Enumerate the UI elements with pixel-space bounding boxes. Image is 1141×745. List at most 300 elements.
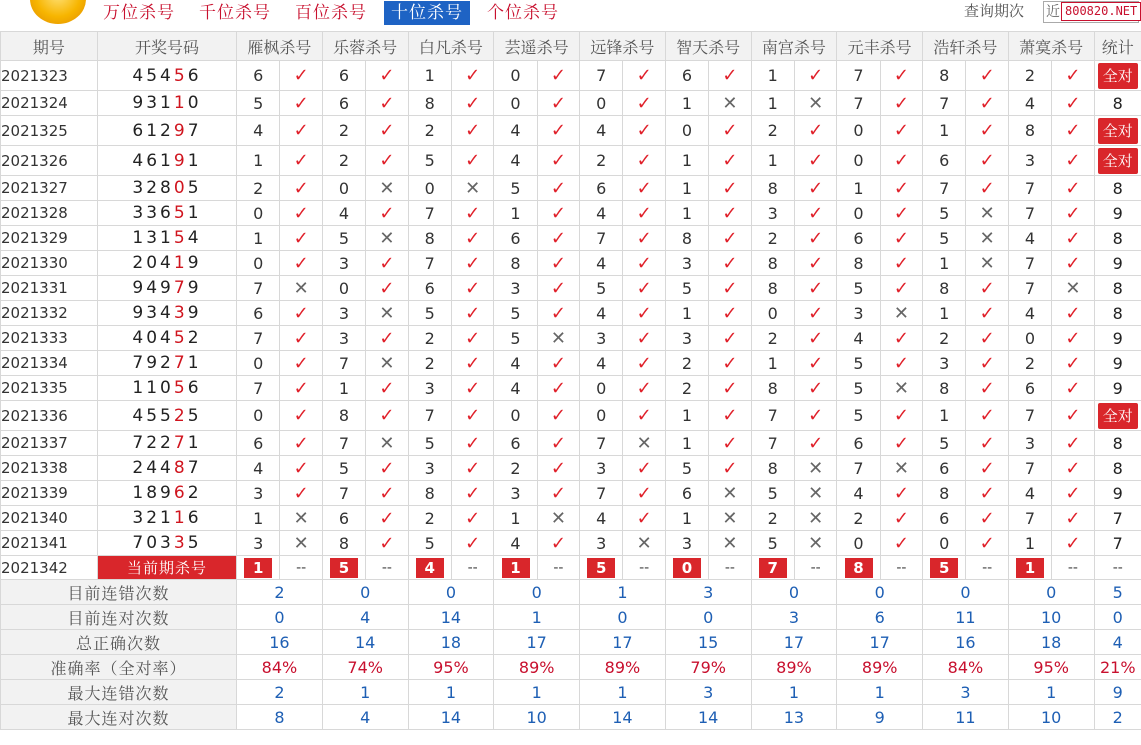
kill-number: 8 <box>837 251 880 276</box>
check-icon <box>537 61 579 91</box>
kill-number: 7 <box>408 401 451 431</box>
check-icon: ✓ <box>893 405 909 426</box>
tens-digit: 3 <box>173 533 188 553</box>
check-icon: ✓ <box>893 532 909 554</box>
stat-cell <box>1094 116 1141 146</box>
summary-label: 准确率（全对率） <box>1 655 237 680</box>
check-icon: ✓ <box>379 252 395 274</box>
check-icon: ✓ <box>1065 177 1081 199</box>
table-row <box>1 506 1141 531</box>
check-icon: ✓ <box>1065 377 1081 399</box>
current-kill-number: 5 <box>930 558 958 578</box>
kill-number: 6 <box>580 176 623 201</box>
tab-5[interactable]: 个位杀号 <box>487 3 559 23</box>
check-icon <box>966 61 1008 91</box>
check-icon: ✓ <box>893 202 909 224</box>
check-icon <box>366 201 408 226</box>
cross-icon: ✕ <box>722 482 738 504</box>
draw-header: 开奖号码 <box>97 32 236 61</box>
check-icon: ✓ <box>722 120 738 141</box>
draw-number-cell <box>97 456 236 481</box>
summary-value: 2 <box>237 580 323 605</box>
check-icon: ✓ <box>636 177 652 199</box>
check-icon: ✓ <box>465 507 481 529</box>
tens-digit: 1 <box>173 253 188 273</box>
expert-header: 智天杀号 <box>665 32 751 61</box>
draw-number-cell <box>97 376 236 401</box>
check-icon <box>794 176 836 201</box>
summary-value: 84% <box>237 655 323 680</box>
kill-number: 1 <box>923 401 966 431</box>
check-icon: ✓ <box>465 65 481 86</box>
check-icon <box>880 251 922 276</box>
check-icon: ✓ <box>636 277 652 299</box>
kill-number: 7 <box>923 91 966 116</box>
check-icon: ✓ <box>550 177 566 199</box>
check-icon: ✓ <box>465 482 481 504</box>
kill-number: 1 <box>923 301 966 326</box>
period-cell: 2021342 <box>1 556 98 580</box>
check-icon: ✓ <box>722 432 738 454</box>
cross-icon: ✕ <box>893 457 909 479</box>
tab-4[interactable]: 十位杀号 <box>384 1 470 25</box>
check-icon <box>966 481 1008 506</box>
check-icon <box>880 116 922 146</box>
draw-digit: 8 <box>146 483 161 503</box>
check-icon: ✓ <box>293 405 309 426</box>
check-icon <box>537 401 579 431</box>
kill-number: 2 <box>751 506 794 531</box>
check-icon <box>623 176 665 201</box>
check-icon: ✓ <box>979 457 995 479</box>
summary-value: 1 <box>837 680 923 705</box>
check-icon <box>451 481 493 506</box>
check-icon: ✓ <box>893 507 909 529</box>
draw-digit: 4 <box>146 278 161 298</box>
draw-digit: 7 <box>132 433 147 453</box>
stat-cell: 7 <box>1094 531 1141 556</box>
cross-icon <box>880 376 922 401</box>
check-icon: ✓ <box>550 202 566 224</box>
check-icon: ✓ <box>1065 507 1081 529</box>
check-icon <box>1052 146 1094 176</box>
period-cell: 2021332 <box>1 301 98 326</box>
check-icon: ✓ <box>893 150 909 171</box>
kill-number: 7 <box>1008 251 1051 276</box>
cross-icon: ✕ <box>722 507 738 529</box>
check-icon <box>1052 351 1094 376</box>
check-icon <box>366 116 408 146</box>
draw-digit: 1 <box>132 228 147 248</box>
kill-number: 1 <box>665 301 708 326</box>
kill-number: 0 <box>580 376 623 401</box>
summary-value: 16 <box>923 630 1009 655</box>
kill-number: 3 <box>1008 146 1051 176</box>
summary-value: 89% <box>580 655 666 680</box>
check-icon: ✓ <box>379 150 395 171</box>
check-icon: ✓ <box>636 457 652 479</box>
kill-number: 5 <box>580 276 623 301</box>
kill-number: 7 <box>923 176 966 201</box>
draw-number-cell <box>97 61 236 91</box>
kill-number: 7 <box>1008 456 1051 481</box>
summary-row <box>1 580 1141 605</box>
check-icon: ✓ <box>893 120 909 141</box>
cross-icon: ✕ <box>379 177 395 199</box>
check-icon: ✓ <box>808 120 824 141</box>
check-icon: ✓ <box>979 352 995 374</box>
check-icon: ✓ <box>293 432 309 454</box>
current-kill-number: 0 <box>673 558 701 578</box>
check-icon <box>451 61 493 91</box>
check-icon <box>623 401 665 431</box>
check-icon: ✓ <box>293 482 309 504</box>
kill-number: 0 <box>580 91 623 116</box>
cross-icon: ✕ <box>808 457 824 479</box>
draw-digit: 9 <box>132 278 147 298</box>
summary-value: 18 <box>1008 630 1094 655</box>
tens-digit: 1 <box>173 93 188 113</box>
kill-number: 0 <box>837 531 880 556</box>
check-icon <box>709 201 751 226</box>
current-kill-number: 4 <box>416 558 444 578</box>
check-icon <box>1052 91 1094 116</box>
check-icon <box>1052 116 1094 146</box>
check-icon: ✓ <box>379 327 395 349</box>
check-icon <box>966 326 1008 351</box>
stat-cell <box>1094 401 1141 431</box>
current-kill-number-cell <box>837 556 880 580</box>
pending-mark: -- <box>623 556 665 580</box>
check-icon: ✓ <box>722 227 738 249</box>
check-icon: ✓ <box>465 252 481 274</box>
query-label: 查询期次 <box>964 2 1025 20</box>
check-icon <box>709 401 751 431</box>
current-kill-number-cell <box>1008 556 1051 580</box>
kill-number: 4 <box>494 531 537 556</box>
kill-number: 0 <box>923 531 966 556</box>
check-icon: ✓ <box>979 150 995 171</box>
kill-number: 7 <box>408 201 451 226</box>
period-cell: 2021336 <box>1 401 98 431</box>
summary-value: 17 <box>837 630 923 655</box>
kill-number: 5 <box>923 226 966 251</box>
draw-digit: 6 <box>146 150 161 171</box>
kill-number: 0 <box>322 276 365 301</box>
stat-cell: 9 <box>1094 251 1141 276</box>
kill-number: 6 <box>837 431 880 456</box>
expert-header: 远锋杀号 <box>580 32 666 61</box>
summary-value: 0 <box>1008 580 1094 605</box>
summary-value: 3 <box>665 580 751 605</box>
summary-value: 6 <box>837 605 923 630</box>
draw-digit: 1 <box>132 378 147 398</box>
kill-number: 2 <box>751 326 794 351</box>
summary-value: 1 <box>494 680 580 705</box>
table-row <box>1 201 1141 226</box>
kill-number: 6 <box>665 61 708 91</box>
expert-header: 白凡杀号 <box>408 32 494 61</box>
summary-value: 18 <box>408 630 494 655</box>
draw-digit: 5 <box>187 533 202 553</box>
check-icon <box>966 146 1008 176</box>
cross-icon: ✕ <box>550 327 566 349</box>
check-icon: ✓ <box>465 277 481 299</box>
summary-value: 1 <box>751 680 837 705</box>
summary-value: 89% <box>751 655 837 680</box>
check-icon: ✓ <box>1065 532 1081 554</box>
period-header: 期号 <box>1 32 98 61</box>
tens-digit: 2 <box>173 405 188 426</box>
kill-number: 1 <box>408 61 451 91</box>
check-icon <box>451 201 493 226</box>
kill-number: 0 <box>237 401 280 431</box>
cross-icon <box>280 531 322 556</box>
tab-1[interactable]: 万位杀号 <box>103 3 175 23</box>
kill-number: 4 <box>580 506 623 531</box>
check-icon: ✓ <box>979 92 995 114</box>
table-row <box>1 146 1141 176</box>
kill-number: 2 <box>408 326 451 351</box>
check-icon <box>366 531 408 556</box>
kill-number: 0 <box>837 201 880 226</box>
kill-number: 1 <box>751 61 794 91</box>
check-icon: ✓ <box>550 352 566 374</box>
top-bar <box>0 0 1141 30</box>
check-icon: ✓ <box>893 252 909 274</box>
kill-number: 1 <box>665 176 708 201</box>
check-icon <box>880 531 922 556</box>
kill-number: 5 <box>665 456 708 481</box>
cross-icon <box>537 506 579 531</box>
kill-number: 4 <box>494 146 537 176</box>
stat-cell: 8 <box>1094 456 1141 481</box>
draw-digit: 3 <box>132 508 147 528</box>
check-icon <box>709 226 751 251</box>
kill-number: 4 <box>580 301 623 326</box>
stat-cell: 8 <box>1094 226 1141 251</box>
draw-digit: 1 <box>187 433 202 453</box>
cross-icon <box>966 226 1008 251</box>
kill-number: 3 <box>665 251 708 276</box>
check-icon <box>1052 61 1094 91</box>
period-cell: 2021324 <box>1 91 98 116</box>
draw-number-cell <box>97 176 236 201</box>
kill-number: 3 <box>580 531 623 556</box>
check-icon: ✓ <box>550 405 566 426</box>
kill-number: 8 <box>1008 116 1051 146</box>
summary-value: 0 <box>837 580 923 605</box>
check-icon: ✓ <box>465 92 481 114</box>
check-icon: ✓ <box>636 92 652 114</box>
kill-number: 8 <box>751 276 794 301</box>
all-correct-badge: 全对 <box>1098 118 1138 144</box>
pending-mark: -- <box>280 556 322 580</box>
kill-number: 7 <box>580 481 623 506</box>
draw-digit: 9 <box>187 278 202 298</box>
check-icon <box>280 91 322 116</box>
tens-digit: 7 <box>173 278 188 298</box>
tens-digit: 7 <box>173 353 188 373</box>
check-icon <box>794 226 836 251</box>
check-icon: ✓ <box>893 352 909 374</box>
cross-icon <box>623 431 665 456</box>
period-cell: 2021323 <box>1 61 98 91</box>
check-icon: ✓ <box>808 352 824 374</box>
check-icon: ✓ <box>979 532 995 554</box>
tens-digit: 9 <box>173 150 188 171</box>
period-cell: 2021337 <box>1 431 98 456</box>
draw-digit: 3 <box>146 228 161 248</box>
check-icon: ✓ <box>1065 120 1081 141</box>
kill-number: 2 <box>1008 351 1051 376</box>
summary-value: 0 <box>923 580 1009 605</box>
summary-label: 目前连对次数 <box>1 605 237 630</box>
kill-number: 5 <box>322 456 365 481</box>
check-icon <box>366 146 408 176</box>
check-icon <box>623 506 665 531</box>
check-icon: ✓ <box>808 302 824 324</box>
draw-digit: 4 <box>146 458 161 478</box>
check-icon: ✓ <box>979 405 995 426</box>
expert-header: 萧寞杀号 <box>1008 32 1094 61</box>
draw-digit: 0 <box>160 378 174 398</box>
draw-digit: 2 <box>146 433 161 453</box>
summary-value: 14 <box>580 705 666 730</box>
kill-number: 7 <box>1008 176 1051 201</box>
cross-icon: ✕ <box>293 277 309 299</box>
summary-value: 1 <box>1008 680 1094 705</box>
check-icon: ✓ <box>293 457 309 479</box>
check-icon: ✓ <box>1065 432 1081 454</box>
kill-number: 6 <box>923 456 966 481</box>
cross-icon <box>366 176 408 201</box>
check-icon <box>537 201 579 226</box>
check-icon <box>623 456 665 481</box>
query-period-select[interactable]: 近 <box>1043 1 1139 23</box>
draw-number-cell <box>97 531 236 556</box>
table-row <box>1 116 1141 146</box>
cross-icon: ✕ <box>379 227 395 249</box>
tens-digit: 3 <box>173 303 188 323</box>
check-icon: ✓ <box>636 202 652 224</box>
pending-mark: -- <box>794 556 836 580</box>
check-icon <box>880 506 922 531</box>
kill-number: 4 <box>580 116 623 146</box>
current-kill-number-cell <box>751 556 794 580</box>
kill-number: 3 <box>665 531 708 556</box>
pending-mark: -- <box>709 556 751 580</box>
check-icon: ✓ <box>550 482 566 504</box>
check-icon <box>451 146 493 176</box>
check-icon <box>880 276 922 301</box>
check-icon: ✓ <box>808 150 824 171</box>
kill-number: 1 <box>665 401 708 431</box>
kill-number: 1 <box>751 91 794 116</box>
cross-icon: ✕ <box>293 507 309 529</box>
tens-digit: 5 <box>173 378 188 398</box>
tab-2[interactable]: 千位杀号 <box>199 3 271 23</box>
draw-digit: 9 <box>160 278 174 298</box>
kill-number: 3 <box>665 326 708 351</box>
kill-number: 0 <box>494 401 537 431</box>
kill-number: 3 <box>322 301 365 326</box>
check-icon: ✓ <box>722 377 738 399</box>
draw-digit: 4 <box>132 328 147 348</box>
check-icon <box>280 431 322 456</box>
cross-icon <box>709 531 751 556</box>
check-icon <box>451 116 493 146</box>
summary-label: 目前连错次数 <box>1 580 237 605</box>
kill-number: 5 <box>665 276 708 301</box>
table-header-row <box>1 32 1141 61</box>
summary-value: 79% <box>665 655 751 680</box>
kill-number: 0 <box>837 146 880 176</box>
check-icon <box>537 176 579 201</box>
check-icon: ✓ <box>1065 302 1081 324</box>
kill-number: 8 <box>923 481 966 506</box>
cross-icon: ✕ <box>808 507 824 529</box>
kill-number: 3 <box>580 456 623 481</box>
kill-number: 8 <box>322 401 365 431</box>
site-watermark: 800820.NET <box>1061 2 1141 21</box>
check-icon: ✓ <box>379 457 395 479</box>
current-kill-number-cell <box>665 556 708 580</box>
summary-value: 0 <box>751 580 837 605</box>
kill-number: 2 <box>322 146 365 176</box>
cross-icon <box>280 276 322 301</box>
check-icon <box>794 276 836 301</box>
cross-icon <box>880 456 922 481</box>
check-icon: ✓ <box>379 120 395 141</box>
check-icon: ✓ <box>979 177 995 199</box>
table-row <box>1 401 1141 431</box>
draw-number-cell <box>97 276 236 301</box>
check-icon <box>709 351 751 376</box>
all-correct-badge: 全对 <box>1098 403 1138 429</box>
kill-number: 2 <box>408 116 451 146</box>
draw-number-cell <box>97 401 236 431</box>
draw-digit: 2 <box>160 433 174 453</box>
check-icon <box>794 376 836 401</box>
period-cell: 2021341 <box>1 531 98 556</box>
draw-number-cell <box>97 351 236 376</box>
current-kill-number-cell <box>923 556 966 580</box>
table-row <box>1 456 1141 481</box>
stat-cell: 7 <box>1094 506 1141 531</box>
kill-number: 1 <box>494 201 537 226</box>
draw-digit: 4 <box>160 253 174 273</box>
summary-row <box>1 630 1141 655</box>
check-icon <box>537 146 579 176</box>
check-icon: ✓ <box>379 92 395 114</box>
kill-number: 5 <box>408 301 451 326</box>
table-row <box>1 326 1141 351</box>
check-icon <box>451 276 493 301</box>
tab-3[interactable]: 百位杀号 <box>295 3 367 23</box>
kill-number: 6 <box>494 226 537 251</box>
check-icon: ✓ <box>722 202 738 224</box>
check-icon: ✓ <box>636 120 652 141</box>
tens-digit: 5 <box>173 65 188 86</box>
check-icon: ✓ <box>550 227 566 249</box>
check-icon: ✓ <box>465 150 481 171</box>
check-icon <box>880 146 922 176</box>
current-kill-number-cell <box>322 556 365 580</box>
summary-value: 15 <box>665 630 751 655</box>
table-row <box>1 176 1141 201</box>
check-icon <box>623 251 665 276</box>
